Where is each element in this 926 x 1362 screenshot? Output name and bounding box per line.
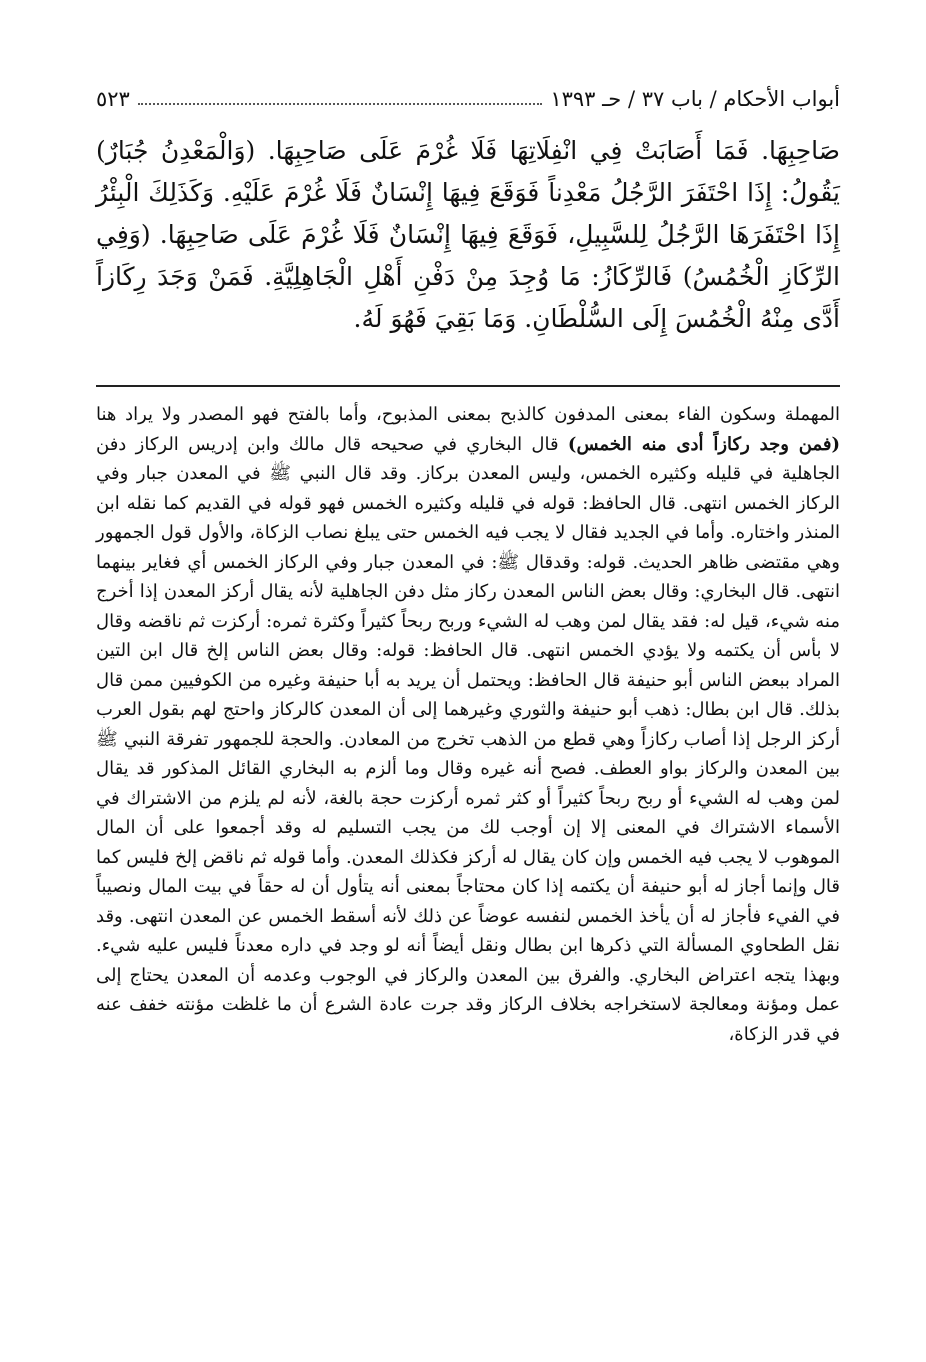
commentary-paragraph — [96, 400, 840, 1049]
commentary-text-start: المهملة وسكون الفاء بمعنى المدفون كالذبح بمعنى المذبوح، وأما بالفتح فهو المصدر ولا يراد هنا — [96, 404, 840, 425]
page-number: ٥٢٣ — [96, 87, 130, 111]
running-title: أبواب الأحكام / باب ٣٧ / حـ ١٣٩٣ — [550, 87, 840, 111]
commentary-bold-quote: (فمن وجد ركازاً أدى منه الخمس) — [567, 433, 840, 455]
commentary-text-rest: قال البخاري في صحيحه قال مالك وابن إدريس الركاز دفن الجاهلية في قليله وكثيره الخمس، وليس المعدن بركاز. وقد قال النبي ﷺ في المعدن جبار وفي الركاز الخمس انتهى. قال الحافظ: قوله في قليله وكثيره الخمس فهو قوله في القديم كما نقله ابن المنذر واختاره. وأما في الجديد فقال لا يجب فيه الخمس حتى يبلغ نصاب الزكاة، والأول قول الجمهور وهي مقتضى ظاهر الحديث. قوله: وقدقال ﷺ: في المعدن جبار وفي الركاز الخمس أي فغاير بينهما انتهى. قال البخاري: وقال بعض الناس المعدن ركاز مثل دفن الجاهلية لأنه يقال أركز المعدن إذا أخرج منه شيء، قيل له: فقد يقال لمن وهب له الشيء وربح ربحاً كثيراً وكثرة ثمره: أركزت ثم ناقضه وقال لا بأس أن يكتمه ولا يؤدي الخمس انتهى. قال الحافظ: قوله: وقال بعض الناس إلخ قال ابن التين المراد ببعض الناس أبو حنيفة قال الحافظ: ويحتمل أن يريد به أبا حنيفة وغيره من الكوفيين ممن قال بذلك. قال ابن بطال: ذهب أبو حنيفة والثوري وغيرهما إلى أن المعدن كالركاز واحتج لهم بقول العرب أركز الرجل إذا أصاب ركازاً وهي قطع من الذهب تخرج من المعادن. والحجة للجمهور تفرقة النبي ﷺ بين المعدن والركاز بواو العطف. فصح أنه غيره وقال وما ألزم به البخاري القائل المذكور قد يقال لمن وهب له الشيء أو ربح ربحاً كثيراً أو كثر ثمره أركزت حجة بالغة، لأنه لم يلزم من الاشتراك في الأسماء الاشتراك في المعنى إلا إن أوجب لك من يجب التسليم له وقد أجمعوا على أن المال الموهوب لا يجب فيه الخمس وإن كان يقال له أركز فكذلك المعدن. وأما قوله ثم ناقض إلخ فليس كما قال وإنما أجاز له أبو حنيفة أن يكتمه إذا كان محتاجاً بمعنى أنه يتأول أن له حقاً في بيت المال ونصيباً في الفيء فأجاز له أن يأخذ الخمس لنفسه عوضاً عن ذلك لأنه أسقط الخمس عن المعدن انتهى. وقد نقل الطحاوي المسألة التي ذكرها ابن بطال ونقل أيضاً أنه لو وجد في داره معدناً فليس عليه شيء. وبهذا يتجه اعتراض البخاري. والفرق بين المعدن والركاز في الوجوب وعدمه أن المعدن يحتاج إلى عمل ومؤنة ومعالجة لاستخراجه بخلاف الركاز وقد جرت عادة الشرع أن ما غلظت مؤنته خفف عنه في قدر الزكاة، — [96, 433, 841, 1045]
dotted-leader — [138, 103, 543, 105]
commentary-block — [96, 400, 840, 1049]
footnote-separator — [96, 385, 840, 387]
main-text-paragraph: صَاحِبِهَا. فَمَا أَصَابَتْ فِي انْفِلَاتِهَا فَلَا غُرْمَ عَلَى صَاحِبِهَا. (وَالْمَعْدِنُ جُبَارٌ) يَقُولُ: إِذَا احْتَفَرَ الرَّجُلُ مَعْدِناً فَوَقَعَ فِيهَا إِنْسَانٌ فَلَا غُرْمَ عَلَيْهِ. وَكَذَلِكَ الْبِئْرُ إِذَا احْتَفَرَهَا الرَّجُلُ لِلسَّبِيلِ، فَوَقَعَ فِيهَا إِنْسَانٌ فَلَا غُرْمَ عَلَى صَاحِبِهَا. (وَفِي الرِّكَازِ الْخُمُسُ) فَالرِّكَازُ: مَا وُجِدَ مِنْ دَفْنِ أَهْلِ الْجَاهِلِيَّةِ. فَمَنْ وَجَدَ رِكَازاً أَدَّى مِنْهُ الْخُمُسَ إِلَى السُّلْطَانِ. وَمَا بَقِيَ فَهُوَ لَهُ. — [96, 136, 840, 333]
page-header — [96, 82, 840, 116]
main-text-block — [96, 130, 840, 340]
